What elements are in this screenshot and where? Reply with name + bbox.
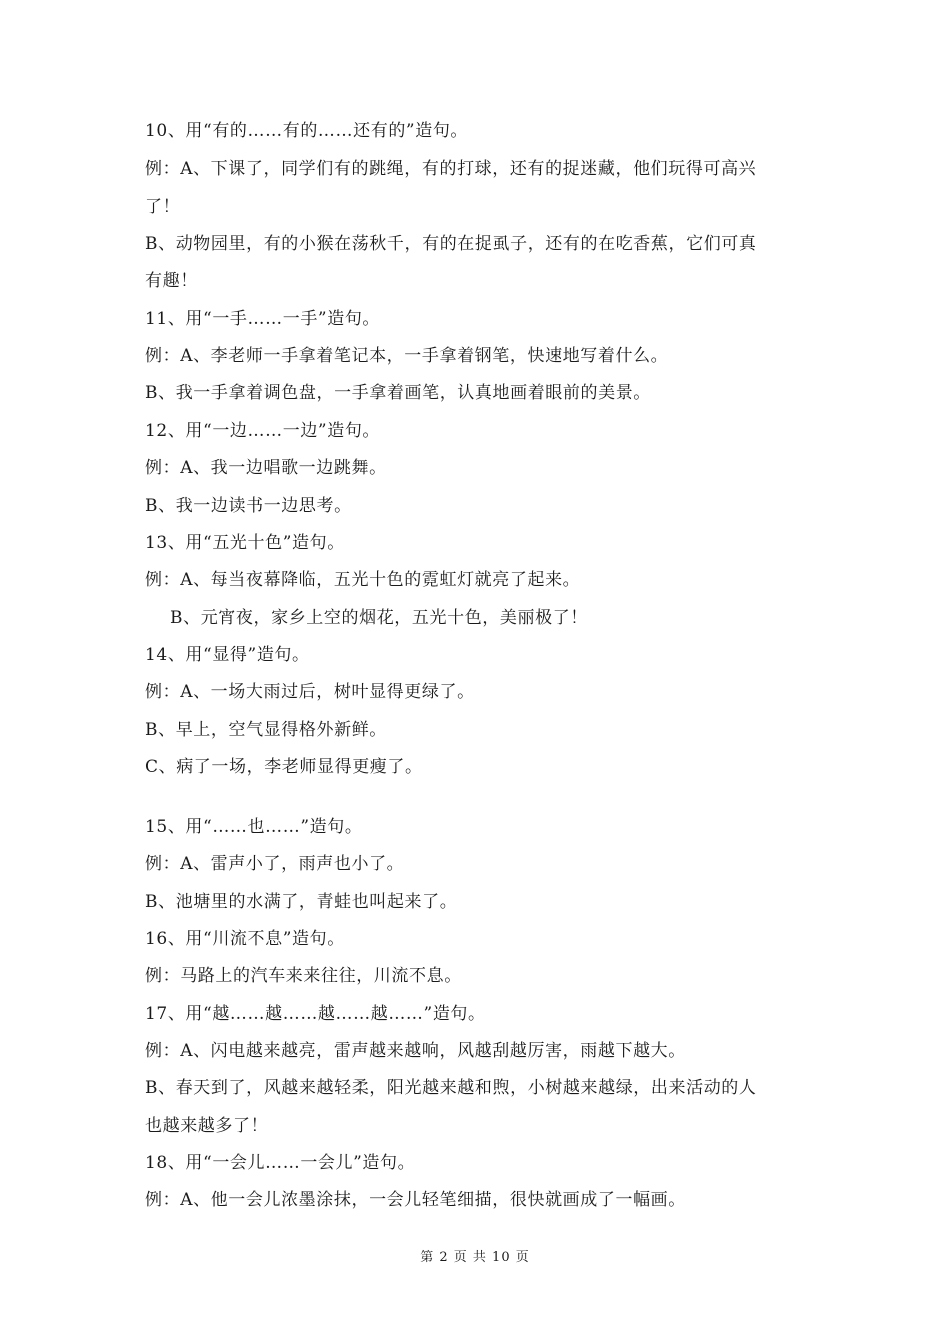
q14-example-c: C、病了一场，李老师显得更瘦了。 <box>145 757 423 777</box>
q14-example-b: B、早上，空气显得格外新鲜。 <box>145 720 387 740</box>
q17-example-b-cont: 也越来越多了！ <box>145 1116 269 1136</box>
q11-example-a: 例：A、李老师一手拿着笔记本，一手拿着钢笔，快速地写着什么。 <box>145 346 669 366</box>
page-number-footer: 第 2 页 共 10 页 <box>420 1250 530 1265</box>
q10-example-b: B、动物园里，有的小猴在荡秋千，有的在捉虱子，还有的在吃香蕉，它们可真 <box>145 234 757 254</box>
q16-example: 例：马路上的汽车来来往往，川流不息。 <box>145 966 462 986</box>
q17-example-a: 例：A、闪电越来越亮，雷声越来越响，风越刮越厉害，雨越下越大。 <box>145 1041 686 1061</box>
q15-example-a: 例：A、雷声小了，雨声也小了。 <box>145 854 405 874</box>
q13-heading: 13、用“五光十色”造句。 <box>145 533 345 553</box>
q13-example-a: 例：A、每当夜幕降临，五光十色的霓虹灯就亮了起来。 <box>145 570 581 590</box>
q14-example-a: 例：A、一场大雨过后，树叶显得更绿了。 <box>145 682 475 702</box>
q12-heading: 12、用“一边……一边”造句。 <box>145 421 381 441</box>
q15-heading: 15、用“……也……”造句。 <box>145 817 363 837</box>
q11-example-b: B、我一手拿着调色盘，一手拿着画笔，认真地画着眼前的美景。 <box>145 383 651 403</box>
q10-heading: 10、用“有的……有的……还有的”造句。 <box>145 121 469 141</box>
q18-example-a: 例：A、他一会儿浓墨涂抹，一会儿轻笔细描，很快就画成了一幅画。 <box>145 1190 686 1210</box>
q16-heading: 16、用“川流不息”造句。 <box>145 929 345 949</box>
q10-example-a-cont: 了！ <box>145 197 181 217</box>
q13-example-b: B、元宵夜，家乡上空的烟花，五光十色，美丽极了！ <box>170 608 588 628</box>
q17-example-b: B、春天到了，风越来越轻柔，阳光越来越和煦，小树越来越绿，出来活动的人 <box>145 1078 757 1098</box>
q10-example-b-cont: 有趣！ <box>145 271 198 291</box>
q10-example-a: 例：A、下课了，同学们有的跳绳，有的打球，还有的捉迷藏，他们玩得可高兴 <box>145 159 757 179</box>
q18-heading: 18、用“一会儿……一会儿”造句。 <box>145 1153 416 1173</box>
q11-heading: 11、用“一手……一手”造句。 <box>145 309 381 329</box>
q15-example-b: B、池塘里的水满了，青蛙也叫起来了。 <box>145 892 458 912</box>
q12-example-a: 例：A、我一边唱歌一边跳舞。 <box>145 458 387 478</box>
q17-heading: 17、用“越……越……越……越……”造句。 <box>145 1004 486 1024</box>
q14-heading: 14、用“显得”造句。 <box>145 645 310 665</box>
q12-example-b: B、我一边读书一边思考。 <box>145 496 352 516</box>
